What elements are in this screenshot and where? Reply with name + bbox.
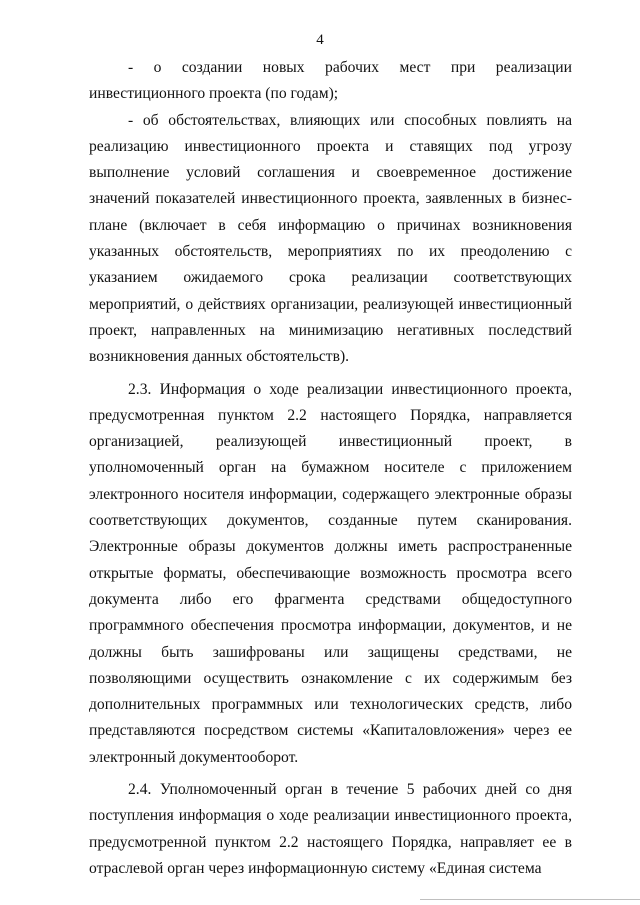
page-edge-mark xyxy=(420,899,640,905)
document-body xyxy=(89,55,572,882)
paragraph-circumstances: - об обстоятельствах, влияющих или способных повлиять на реализацию инвестиционного проекта и ставящих под угрозу выполнение условий соглашения и своевременное достижение значений показателей инвестиционного проекта, заявленных в бизнес-плане (включает в себя информацию о причинах возникновения указанных обстоятельств, мероприятиях по их преодолению с указанием ожидаемого срока реализации соответствующих мероприятий, о действиях организации, реализующей инвестиционный проект, направленных на минимизацию негативных последствий возникновения данных обстоятельств). xyxy=(89,111,572,366)
page-number: 4 xyxy=(316,32,324,48)
paragraph-2-4: 2.4. Уполномоченный орган в течение 5 рабочих дней со дня поступления информация о ходе реализации инвестиционного проекта, предусмотренной пунктом 2.2 настоящего Порядка, направляет ее в отраслевой орган через информационную систему «Единая система xyxy=(89,781,572,877)
paragraph-2-3: 2.3. Информация о ходе реализации инвестиционного проекта, предусмотренная пунктом 2.2 настоящего Порядка, направляется организацией, реализующей инвестиционный проект, в уполномоченный орган на бумажном носителе с приложением электронного носителя информации, содержащего электронные образы соответствующих документов, созданные путем сканирования. Электронные образы документов должны иметь распространенные открытые форматы, обеспечивающие возможность просмотра всего документа либо его фрагмента средствами общедоступного программного обеспечения просмотра информации, документов, и не должны быть зашифрованы или защищены средствами, не позволяющими осуществить ознакомление с их содержимым без дополнительных программных или технологических средств, либо представляются посредством системы «Капиталовложения» через ее электронный документооборот. xyxy=(89,380,572,766)
paragraph-new-jobs: - о создании новых рабочих мест при реализации инвестиционного проекта (по годам); xyxy=(89,59,572,103)
